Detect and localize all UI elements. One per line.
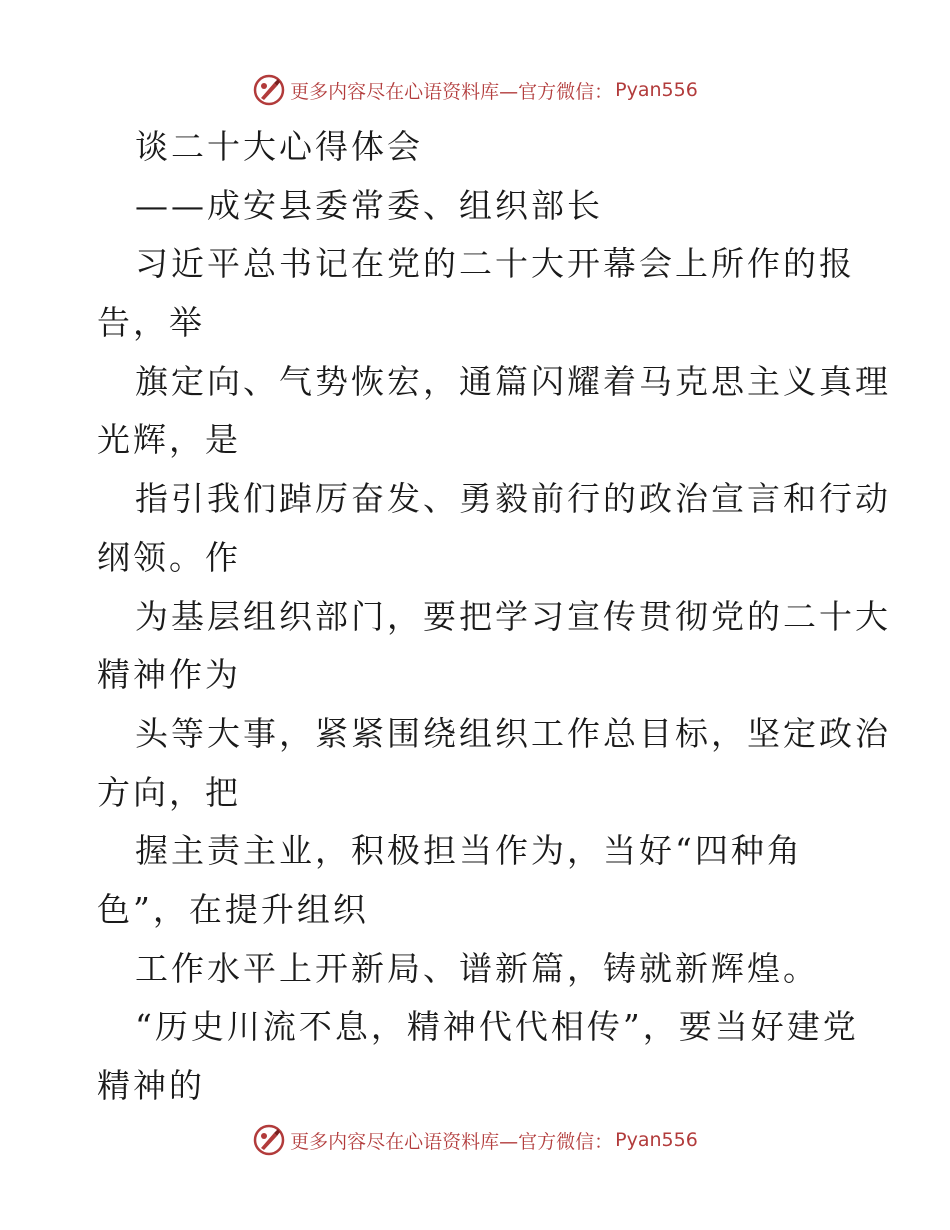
document-line: ——成安县委常委、组织部长 [135, 185, 603, 225]
document-line: 旗定向、气势恢宏，通篇闪耀着马克思主义真理 [135, 361, 891, 401]
pen-circle-logo-icon [252, 73, 286, 107]
document-line: 精神作为 [97, 655, 241, 695]
pen-circle-logo-icon [252, 1123, 286, 1157]
document-line: 光辉，是 [97, 420, 241, 460]
document-line: 纲领。作 [97, 537, 241, 577]
document-line: 精神的 [97, 1066, 205, 1105]
document-line: 告，举 [97, 303, 205, 343]
header-watermark-banner [0, 70, 950, 110]
document-line: 工作水平上开新局、谱新篇，铸就新辉煌。 [135, 948, 819, 988]
document-line: 色”，在提升组织 [97, 889, 369, 929]
document-line: 方向，把 [97, 772, 241, 812]
document-line: “历史川流不息，精神代代相传”，要当好建党 [135, 1007, 859, 1047]
document-line: 谈二十大心得体会 [135, 127, 423, 166]
document-line: 习近平总书记在党的二十大开幕会上所作的报 [135, 244, 855, 284]
document-line: 头等大事，紧紧围绕组织工作总目标，坚定政治 [135, 713, 891, 753]
footer-watermark-banner [0, 1120, 950, 1160]
document-body [97, 118, 891, 1116]
document-line: 指引我们踔厉奋发、勇毅前行的政治宣言和行动 [135, 479, 891, 519]
banner-text: 更多内容尽在心语资料库—官方微信： [290, 80, 614, 103]
document-line: 握主责主业，积极担当作为，当好“四种角 [135, 831, 803, 871]
banner-wechat-id: Pyan556 [615, 79, 698, 101]
document-line: 为基层组织部门，要把学习宣传贯彻党的二十大 [135, 596, 891, 636]
banner-wechat-id: Pyan556 [615, 1129, 698, 1151]
banner-text: 更多内容尽在心语资料库—官方微信： [290, 1130, 614, 1153]
